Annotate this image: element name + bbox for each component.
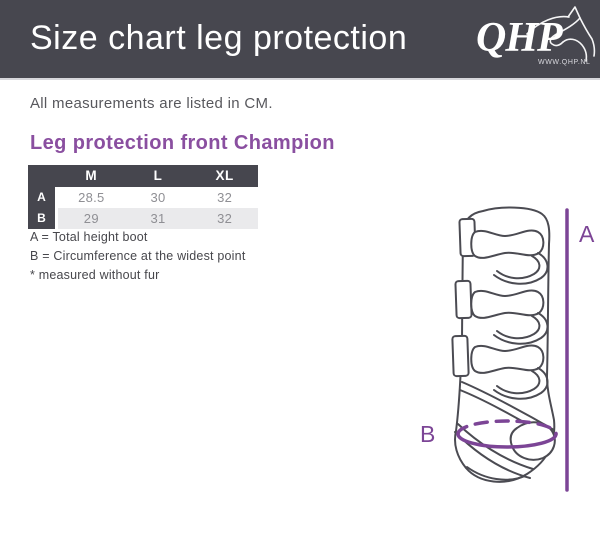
measurement-note: All measurements are listed in CM. [30, 95, 273, 112]
cell-b-l: 31 [150, 211, 166, 226]
row-a-cells [58, 187, 258, 208]
column-header-xl: XL [215, 168, 234, 183]
header-bar [0, 0, 600, 80]
note-fur: * measured without fur [30, 268, 160, 282]
label-a: A [579, 221, 595, 247]
qhp-url-label: WWW.QHP.NL [538, 59, 591, 66]
cell-a-xl: 32 [217, 190, 233, 205]
section-heading: Leg protection front Champion [30, 132, 335, 154]
strap-tab [455, 281, 471, 319]
qhp-logo-text: QHP [476, 15, 562, 61]
qhp-logo [468, 0, 600, 80]
cell-a-l: 30 [150, 190, 166, 205]
cell-a-m: 28.5 [78, 190, 105, 205]
legend-notes [30, 231, 246, 288]
table-header-row [28, 165, 258, 187]
page-title: Size chart leg protection [30, 19, 408, 57]
size-table [28, 165, 258, 229]
table-corner-cell [28, 165, 58, 187]
cell-b-m: 29 [83, 211, 99, 226]
column-header-l: L [153, 168, 163, 183]
cell-b-xl: 32 [217, 211, 233, 226]
strap-tab [452, 336, 468, 376]
table-row [28, 208, 258, 229]
row-label-a: A [28, 187, 55, 208]
table-row [28, 187, 258, 208]
row-label-b: B [28, 208, 55, 229]
row-b-cells [58, 208, 258, 229]
label-b: B [420, 421, 436, 447]
boot-illustration [405, 190, 600, 510]
column-header-m: M [85, 168, 98, 183]
note-b: B = Circumference at the widest point [30, 249, 246, 263]
horse-head-icon [524, 4, 598, 62]
boot-illustration-svg [405, 190, 600, 510]
note-a: A = Total height boot [30, 230, 148, 244]
